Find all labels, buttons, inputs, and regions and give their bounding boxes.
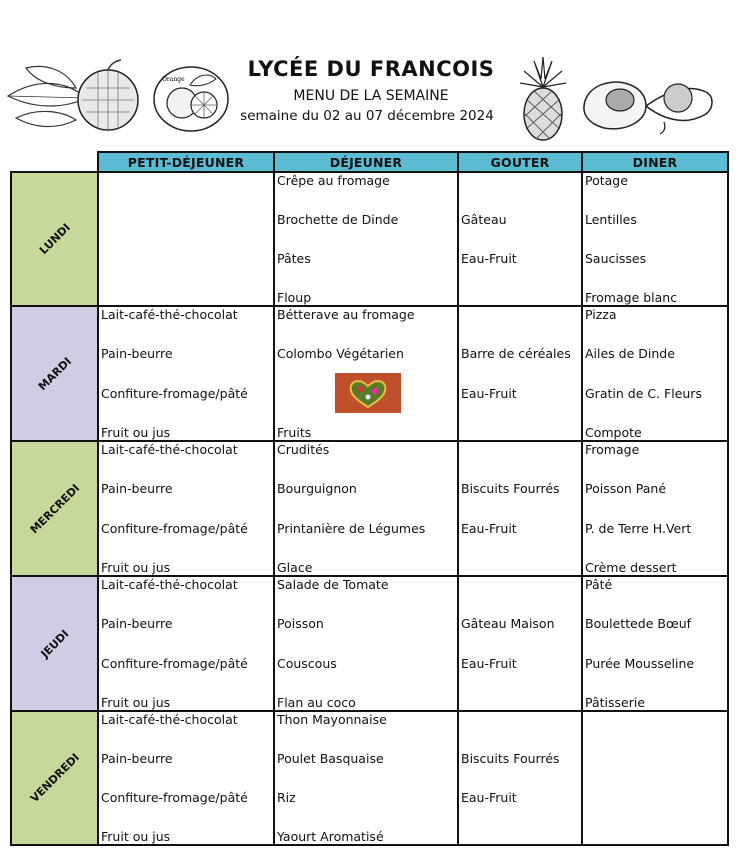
menu-item <box>583 712 727 727</box>
menu-item: Gâteau Maison <box>461 616 555 632</box>
menu-cell-dejeuner <box>274 711 458 845</box>
day-row-vendredi <box>11 711 728 845</box>
day-row-lundi <box>11 172 728 306</box>
menu-cell-petit-dejeuner <box>98 576 274 711</box>
menu-item: Salade de Tomate <box>277 577 389 592</box>
menu-item <box>459 712 581 727</box>
day-label-cell <box>11 306 98 441</box>
breadfruit-illustration <box>6 58 148 140</box>
day-name: MARDI <box>35 354 74 393</box>
menu-item: Fruit ou jus <box>101 424 171 440</box>
menu-item <box>459 695 581 710</box>
page-title: LYCÉE DU FRANCOIS <box>247 57 495 81</box>
pineapple-illustration <box>516 57 570 141</box>
menu-item: Eau-Fruit <box>461 790 517 805</box>
menu-item: Fruit ou jus <box>101 694 171 710</box>
menu-item: Fromage blanc <box>585 290 678 305</box>
day-label-cell <box>11 172 98 306</box>
menu-item: Floup <box>277 290 312 305</box>
day-name: LUNDI <box>36 220 73 258</box>
menu-item <box>99 212 273 227</box>
menu-item <box>99 290 273 305</box>
menu-item: Lait-café-thé-chocolat <box>101 712 238 727</box>
menu-item: Saucisses <box>585 251 647 266</box>
menu-item <box>459 290 581 305</box>
day-name: JEUDI <box>37 626 72 661</box>
menu-item: Crêpe au fromage <box>277 173 390 188</box>
menu-cell-gouter <box>458 711 582 845</box>
col-header-dejeuner: DÉJEUNER <box>274 152 458 172</box>
weekly-menu-table <box>10 151 729 846</box>
menu-item: Pain-beurre <box>101 751 173 766</box>
day-label-cell <box>11 576 98 711</box>
menu-item: Biscuits Fourrés <box>461 481 560 497</box>
day-label-cell <box>11 441 98 576</box>
menu-item: Confiture-fromage/pâté <box>101 385 248 401</box>
day-name: VENDREDI <box>27 750 82 806</box>
menu-subtitle: MENU DE LA SEMAINE <box>293 88 449 104</box>
menu-item: Glace <box>277 559 313 575</box>
col-header-gouter: GOUTER <box>458 152 582 172</box>
menu-item <box>459 442 581 457</box>
menu-item <box>459 307 581 322</box>
menu-item: Lait-café-thé-chocolat <box>101 442 238 457</box>
col-header-diner: DINER <box>582 152 728 172</box>
menu-item: Potage <box>585 173 628 188</box>
menu-item <box>459 173 581 188</box>
menu-item <box>459 560 581 575</box>
menu-cell-gouter <box>458 172 582 306</box>
menu-item: Riz <box>277 790 296 805</box>
menu-item: Purée Mousseline <box>585 655 695 671</box>
menu-item: Confiture-fromage/pâté <box>101 520 248 536</box>
menu-item: Confiture-fromage/pâté <box>101 790 248 805</box>
menu-item: Thon Mayonnaise <box>277 712 387 727</box>
menu-cell-dejeuner <box>274 306 458 441</box>
column-header-row <box>11 152 728 172</box>
day-row-mardi <box>11 306 728 441</box>
day-row-jeudi <box>11 576 728 711</box>
menu-item: Pain-beurre <box>101 346 173 362</box>
menu-item: Pâtes <box>277 251 311 266</box>
menu-item: Lait-café-thé-chocolat <box>101 307 238 322</box>
menu-cell-diner <box>582 711 728 845</box>
menu-item <box>583 751 727 766</box>
menu-cell-diner <box>582 306 728 441</box>
menu-cell-dejeuner <box>274 576 458 711</box>
menu-item: Barre de céréales <box>461 346 571 362</box>
menu-item: P. de Terre H.Vert <box>585 520 692 536</box>
menu-cell-petit-dejeuner <box>98 441 274 576</box>
day-row-mercredi <box>11 441 728 576</box>
menu-item <box>459 425 581 440</box>
menu-item: Fruit ou jus <box>101 559 171 575</box>
menu-item: Eau-Fruit <box>461 520 517 536</box>
menu-item <box>583 790 727 805</box>
menu-item: Bourguignon <box>277 481 357 497</box>
menu-item: Poisson <box>277 616 324 632</box>
menu-cell-petit-dejeuner <box>98 711 274 845</box>
menu-item: Eau-Fruit <box>461 655 517 671</box>
menu-item <box>459 577 581 592</box>
heart-logo-image <box>335 373 401 413</box>
col-header-petit-dejeuner: PETIT-DÉJEUNER <box>98 152 274 172</box>
menu-cell-diner <box>582 172 728 306</box>
menu-cell-diner <box>582 576 728 711</box>
menu-item: Couscous <box>277 655 337 671</box>
menu-item: Poulet Basquaise <box>277 751 384 766</box>
menu-cell-diner <box>582 441 728 576</box>
menu-cell-dejeuner <box>274 441 458 576</box>
menu-item: Lait-café-thé-chocolat <box>101 577 238 592</box>
day-name: MERCREDI <box>27 481 82 536</box>
menu-item: Pâté <box>585 577 613 592</box>
menu-item: Pizza <box>585 307 617 322</box>
menu-item: Eau-Fruit <box>461 385 517 401</box>
menu-item: Colombo Végétarien <box>277 346 404 362</box>
menu-item: Brochette de Dinde <box>277 212 399 227</box>
menu-item <box>99 173 273 188</box>
menu-cell-petit-dejeuner <box>98 306 274 441</box>
menu-cell-gouter <box>458 441 582 576</box>
avocado-illustration <box>580 66 716 136</box>
menu-item: Gâteau <box>461 212 507 227</box>
menu-cell-dejeuner <box>274 172 458 306</box>
week-dates: semaine du 02 au 07 décembre 2024 <box>240 108 494 124</box>
page-header <box>0 0 754 150</box>
menu-item: Gratin de C. Fleurs <box>585 385 702 401</box>
corner-blank <box>11 152 98 172</box>
menu-item: Lentilles <box>585 212 637 227</box>
orange-label: Orange <box>162 76 185 83</box>
menu-item: Confiture-fromage/pâté <box>101 655 248 671</box>
menu-item: Fromage <box>585 442 640 457</box>
day-label-cell <box>11 711 98 845</box>
menu-item: Fruit ou jus <box>101 829 171 844</box>
menu-item: Pain-beurre <box>101 616 173 632</box>
menu-item: Biscuits Fourrés <box>461 751 560 766</box>
menu-cell-gouter <box>458 576 582 711</box>
menu-item <box>99 251 273 266</box>
menu-item: Compote <box>585 424 642 440</box>
menu-cell-petit-dejeuner <box>98 172 274 306</box>
menu-item <box>459 829 581 844</box>
menu-item: Crème dessert <box>585 559 677 575</box>
menu-item: Pâtisserie <box>585 694 646 710</box>
orange-illustration <box>152 65 230 133</box>
menu-cell-gouter <box>458 306 582 441</box>
menu-item: Crudités <box>277 442 330 457</box>
menu-item: Fruits <box>277 424 312 440</box>
menu-item: Flan au coco <box>277 694 356 710</box>
menu-item: Pain-beurre <box>101 481 173 497</box>
menu-item: Poisson Pané <box>585 481 667 497</box>
menu-item: Ailes de Dinde <box>585 346 675 362</box>
menu-item: Printanière de Légumes <box>277 520 426 536</box>
menu-item: Eau-Fruit <box>461 251 517 266</box>
menu-item <box>583 829 727 844</box>
menu-item: Boulettede Bœuf <box>585 616 692 632</box>
menu-item: Yaourt Aromatisé <box>277 829 384 844</box>
menu-item: Bétterave au fromage <box>277 307 415 322</box>
